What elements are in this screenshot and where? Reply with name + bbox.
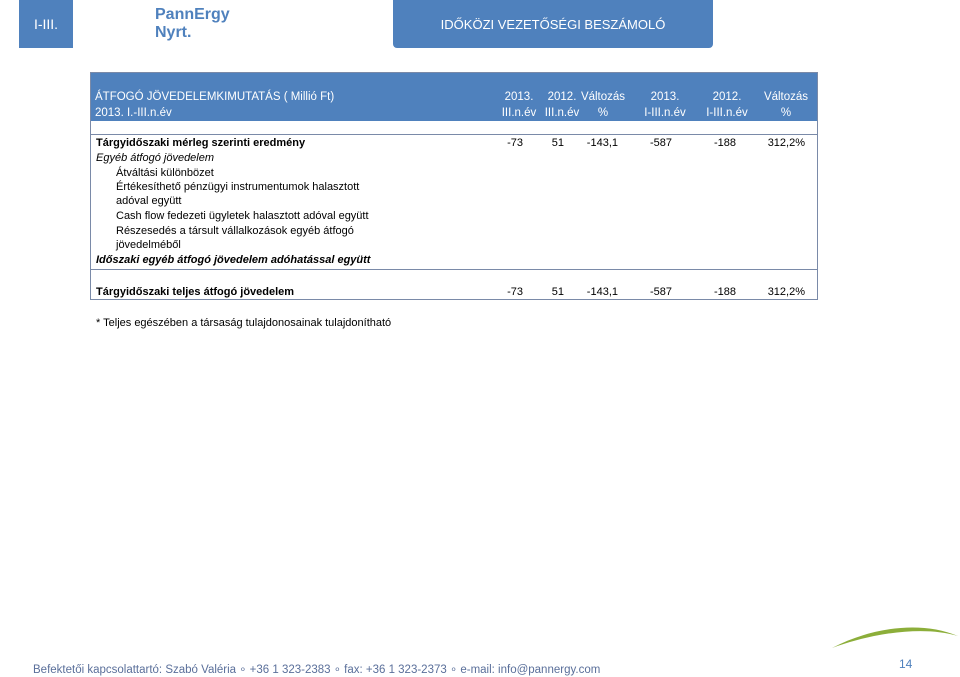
column-header-line1: 2013.: [504, 91, 534, 103]
period-tab: [19, 0, 73, 48]
column-header-line2: I-III.n.év: [706, 107, 748, 119]
column-header-line1: 2012.: [712, 91, 742, 103]
row-label-other-total: Időszaki egyéb átfogó jövedelem adóhatással együtt: [96, 254, 371, 266]
table-title-line1: ÁTFOGÓ JÖVEDELEMKIMUTATÁS ( Millió Ft): [95, 91, 335, 103]
row-label-item: Részesedés a társult vállalkozások egyéb átfogó: [116, 225, 354, 237]
cell-value: -73: [507, 137, 523, 149]
cell-value: -587: [649, 286, 672, 298]
column-header: [497, 89, 541, 121]
column-header-line1: 2012.: [547, 91, 577, 103]
column-header: [639, 89, 691, 121]
row-label-item: Cash flow fedezeti ügyletek halasztott adóval együtt: [116, 210, 369, 222]
swoosh-shape: [832, 627, 958, 648]
period-tab-label: I-III.: [33, 16, 59, 32]
cell-value: 312,2%: [767, 286, 805, 298]
table-header: [91, 73, 817, 121]
cell-value: 51: [551, 137, 564, 149]
cell-value: -73: [507, 286, 523, 298]
divider: [91, 269, 817, 270]
footer-contact: Befektetői kapcsolattartó: Szabó Valéria ∘ +36 1 323-2383 ∘ fax: +36 1 323-2373 ∘ e-mail: info@pannergy.com: [33, 664, 601, 676]
cell-value: -188: [713, 286, 736, 298]
column-header-line2: I-III.n.év: [644, 107, 686, 119]
column-header: [580, 89, 626, 121]
cell-value: -143,1: [586, 137, 618, 149]
cell-value: 51: [551, 286, 564, 298]
column-header-line1: Változás: [763, 91, 809, 103]
column-header-line2: %: [597, 107, 609, 119]
company-name: [75, 0, 263, 48]
row-label-item: adóval együtt: [116, 195, 182, 207]
column-header-line2: III.n.év: [544, 107, 580, 119]
cell-value: -143,1: [586, 286, 618, 298]
column-header-line1: 2013.: [650, 91, 680, 103]
table-title-line2: 2013. I.-III.n.év: [95, 107, 172, 119]
column-header-line1: Változás: [580, 91, 626, 103]
row-label-total: Tárgyidőszaki teljes átfogó jövedelem: [96, 286, 295, 298]
divider: [91, 134, 817, 135]
column-header-line2: %: [780, 107, 792, 119]
footnote: * Teljes egészében a társaság tulajdonosainak tulajdonítható: [96, 317, 392, 329]
page-number: 14: [899, 657, 913, 671]
row-label-result: Tárgyidőszaki mérleg szerinti eredmény: [96, 137, 306, 149]
company-name-label: PannErgy Nyrt.: [155, 6, 230, 41]
column-header-line2: III.n.év: [501, 107, 537, 119]
row-label-item: Értékesíthető pénzügyi instrumentumok halasztott: [116, 181, 360, 193]
row-label-other: Egyéb átfogó jövedelem: [96, 152, 215, 164]
column-header: [701, 89, 753, 121]
cell-value: 312,2%: [767, 137, 805, 149]
row-label-item: jövedelméből: [116, 239, 181, 251]
report-title: [393, 0, 713, 48]
cell-value: -188: [713, 137, 736, 149]
report-title-label: IDŐKÖZI VEZETŐSÉGI BESZÁMOLÓ: [440, 16, 666, 32]
table-title: [95, 89, 334, 121]
row-label-item: Átváltási különbözet: [116, 167, 214, 179]
column-header: [761, 89, 811, 121]
swoosh-decoration: [830, 622, 960, 662]
column-header: [540, 89, 584, 121]
cell-value: -587: [649, 137, 672, 149]
